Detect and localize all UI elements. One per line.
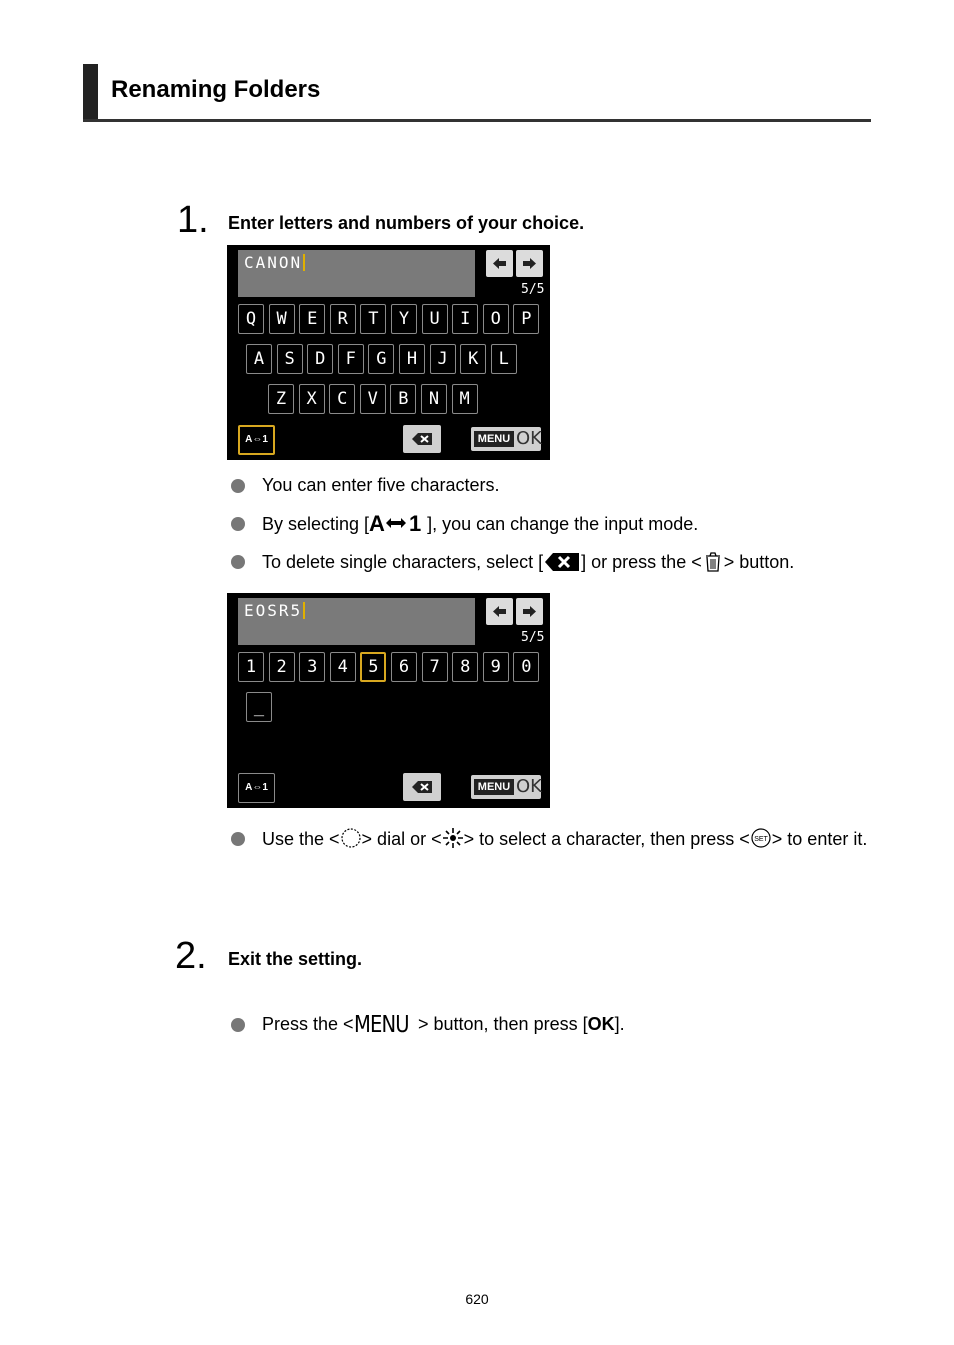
key-s[interactable]: S [277, 344, 303, 374]
ok-label: OK [516, 776, 542, 797]
bullet-text-before: To delete single characters, select [ [262, 552, 544, 572]
name-field [238, 250, 475, 297]
svg-text:A: A [369, 512, 385, 534]
key-u[interactable]: U [422, 304, 448, 334]
key-4[interactable]: 4 [330, 652, 356, 682]
bullet-text-before: By selecting [ [262, 514, 370, 534]
key-2[interactable]: 2 [269, 652, 295, 682]
key-m[interactable]: M [452, 384, 478, 414]
key-underscore[interactable]: _ [246, 692, 272, 722]
bullet-text-before: Press the < [262, 1014, 354, 1034]
menu-icon: MENU [353, 1012, 409, 1038]
step-1-number: 1. [177, 199, 209, 241]
field-text: EOSR5 [244, 601, 303, 620]
key-8[interactable]: 8 [452, 652, 478, 682]
section-header [83, 64, 871, 122]
delete-icon [403, 773, 441, 801]
name-field [238, 598, 475, 645]
bullet-text-before: Use the < [262, 829, 340, 849]
key-z[interactable]: Z [268, 384, 294, 414]
arrow-right-icon[interactable] [516, 598, 543, 625]
delete-button[interactable] [403, 773, 441, 801]
text-cursor [303, 254, 305, 271]
menu-label: MENU [474, 431, 514, 447]
key-7[interactable]: 7 [422, 652, 448, 682]
input-mode-button[interactable]: A⇔1 [238, 425, 275, 455]
key-1[interactable]: 1 [238, 652, 264, 682]
delete-button[interactable] [403, 425, 441, 453]
key-v[interactable]: V [360, 384, 386, 414]
char-counter: 5/5 [521, 282, 545, 297]
input-mode-icon [369, 512, 427, 540]
bullet-text-mid1: > dial or < [361, 829, 442, 849]
multi-controller-icon [442, 827, 464, 855]
key-f[interactable]: F [338, 344, 364, 374]
bullet-text-end: ]. [614, 1014, 625, 1034]
input-mode-button[interactable]: A⇔1 [238, 773, 275, 803]
bullet-dot [231, 479, 245, 493]
key-5[interactable]: 5 [360, 652, 386, 682]
key-9[interactable]: 9 [483, 652, 509, 682]
bullet-text-after: > button. [723, 552, 795, 572]
bullet-text-after: ], you can change the input mode. [427, 514, 699, 534]
key-q[interactable]: Q [238, 304, 264, 334]
key-n[interactable]: N [421, 384, 447, 414]
key-k[interactable]: K [460, 344, 486, 374]
bullet-text-after: > button, then press [ [417, 1014, 588, 1034]
arrow-left-icon[interactable] [486, 598, 513, 625]
key-0[interactable]: 0 [513, 652, 539, 682]
field-text: CANON [244, 253, 303, 272]
bullet-dot [231, 1018, 245, 1032]
header-bar [83, 64, 98, 119]
trash-icon [702, 550, 724, 578]
bullet-dot [231, 832, 245, 846]
key-p[interactable]: P [513, 304, 539, 334]
key-6[interactable]: 6 [391, 652, 417, 682]
key-e[interactable]: E [299, 304, 325, 334]
section-title: Renaming Folders [111, 76, 321, 103]
key-3[interactable]: 3 [299, 652, 325, 682]
bullet-text-after: > to enter it. [771, 829, 868, 849]
bullet-dot [231, 555, 245, 569]
bullet-text-middle: ] or press the < [581, 552, 702, 572]
key-a[interactable]: A [246, 344, 272, 374]
ok-bold: OK [587, 1014, 615, 1034]
set-button-icon [750, 827, 772, 855]
char-counter: 5/5 [521, 630, 545, 645]
key-r[interactable]: R [330, 304, 356, 334]
svg-text:1: 1 [409, 512, 422, 534]
menu-ok-button[interactable] [471, 775, 541, 799]
key-i[interactable]: I [452, 304, 478, 334]
key-h[interactable]: H [399, 344, 425, 374]
delete-icon [543, 552, 581, 578]
step-2-title: Exit the setting. [228, 949, 363, 969]
key-c[interactable]: C [329, 384, 355, 414]
menu-label: MENU [474, 779, 514, 795]
camera-screen-numbers [227, 593, 550, 808]
key-o[interactable]: O [483, 304, 509, 334]
key-b[interactable]: B [390, 384, 416, 414]
key-j[interactable]: J [430, 344, 456, 374]
key-w[interactable]: W [269, 304, 295, 334]
key-x[interactable]: X [299, 384, 325, 414]
key-y[interactable]: Y [391, 304, 417, 334]
dial-icon [340, 827, 362, 855]
ok-label: OK [516, 428, 542, 449]
svg-text:SET: SET [753, 836, 768, 843]
key-l[interactable]: L [491, 344, 517, 374]
bullet-text: You can enter five characters. [262, 475, 500, 495]
key-d[interactable]: D [307, 344, 333, 374]
page-number: 620 [465, 1291, 489, 1307]
bullet-dot [231, 517, 245, 531]
menu-ok-button[interactable] [471, 427, 541, 451]
step-2-number: 2. [175, 935, 207, 977]
text-cursor [303, 602, 305, 619]
bullet-text-mid2: > to select a character, then press < [463, 829, 750, 849]
delete-icon [403, 425, 441, 453]
arrow-right-icon[interactable] [516, 250, 543, 277]
camera-screen-letters [227, 245, 550, 460]
step-1-title: Enter letters and numbers of your choice. [228, 213, 585, 233]
arrow-left-icon[interactable] [486, 250, 513, 277]
key-g[interactable]: G [368, 344, 394, 374]
key-t[interactable]: T [360, 304, 386, 334]
